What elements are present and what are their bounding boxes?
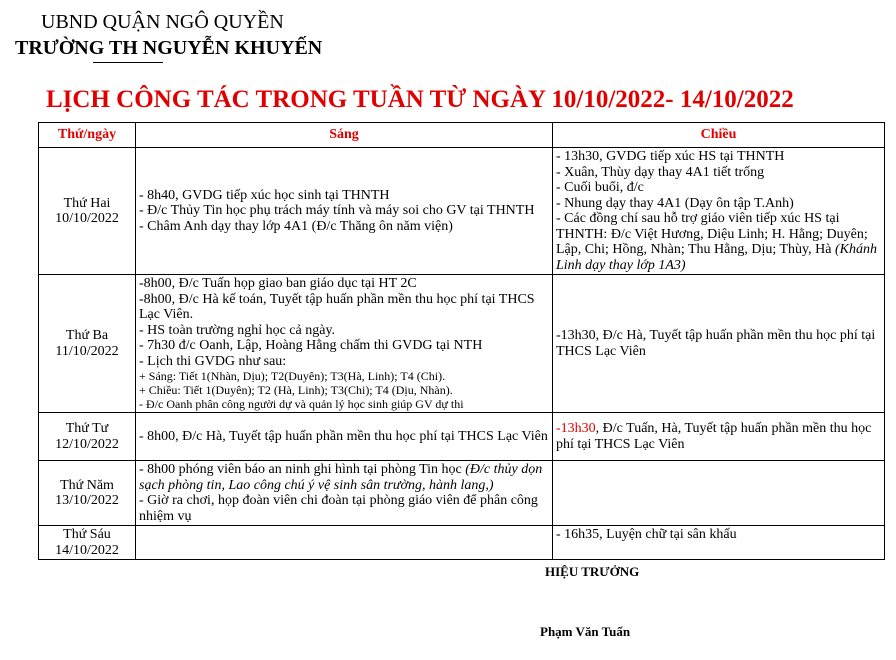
table-row <box>39 148 885 275</box>
table-row <box>39 413 885 461</box>
district-name: UBND QUẬN NGÔ QUYỀN <box>41 11 284 33</box>
schedule-item: - 8h00, Đ/c Hà, Tuyết tập huấn phần mền thu học phí tại THCS Lạc Viên <box>139 428 548 444</box>
schedule-item: -8h00, Đ/c Hà kế toán, Tuyết tập huấn phần mền thu học phí tại THCS Lạc Viên. <box>139 291 535 322</box>
schedule-item: - Giờ ra chơi, họp đoàn viên chi đoàn tại phòng giáo viên để phân công nhiệm vụ <box>139 493 538 524</box>
table-row <box>39 461 885 526</box>
schedule-item: - Cuối buổi, đ/c <box>556 180 644 195</box>
header-divider <box>93 62 163 63</box>
afternoon-cell <box>553 413 885 461</box>
schedule-item <box>556 421 881 452</box>
schedule-item: - 13h30, GVDG tiếp xúc HS tại THNTH <box>556 149 785 164</box>
morning-cell <box>136 148 553 275</box>
day-date: 14/10/2022 <box>55 542 119 558</box>
signature-name: Phạm Văn Tuấn <box>540 624 631 639</box>
afternoon-cell <box>553 526 885 560</box>
schedule-item <box>556 211 881 273</box>
header-morning: Sáng <box>136 123 553 148</box>
day-cell <box>39 461 136 526</box>
schedule-note: (Đ/c thủy dọn sạch phòng tin, Lao công chú ý vệ sinh sân trường, hành lang,) <box>139 462 543 493</box>
schedule-item: - Nhung dạy thay 4A1 (Dạy ôn tập T.Anh) <box>556 195 794 211</box>
morning-cell <box>136 461 553 526</box>
day-date: 10/10/2022 <box>55 211 119 226</box>
schedule-item: -8h00, Đ/c Tuấn họp giao ban giáo dục tại HT 2C <box>139 276 417 291</box>
table-row <box>39 526 885 560</box>
day-name: Thứ Năm <box>60 477 114 493</box>
day-name: Thứ Hai <box>63 195 111 211</box>
schedule-item: -13h30, Đ/c Hà, Tuyết tập huấn phần mền thu học phí tại THCS Lạc Viên <box>556 328 876 359</box>
day-date: 12/10/2022 <box>55 436 119 452</box>
afternoon-cell <box>553 148 885 275</box>
schedule-item-text: - 8h00 phóng viên báo an ninh ghi hình tại phòng Tin học <box>139 462 466 477</box>
schedule-item-text: - Các đồng chí sau hỗ trợ giáo viên tiếp xúc HS tại THNTH: Đ/c Việt Hương, Diệu Linh; H. Hằng; Duyên; Lập, Chi; Hồng, Nhàn; Thu Hằng, Dịu; Thùy, Hà <box>556 211 868 257</box>
table-header-row <box>39 123 885 148</box>
day-name: Thứ Sáu <box>63 527 111 542</box>
day-name: Thứ Ba <box>65 328 109 343</box>
schedule-item: - 16h35, Luyện chữ tại sân khấu <box>556 527 737 542</box>
schedule-item: - Đ/c Oanh phân công người dự và quản lý học sinh giúp GV dự thi <box>139 397 464 411</box>
schedule-item: - 7h30 đ/c Oanh, Lập, Hoàng Hằng chấm thi GVDG tại NTH <box>139 338 483 353</box>
schedule-item: - HS toàn trường nghỉ học cả ngày. <box>139 322 336 338</box>
day-date: 11/10/2022 <box>55 343 119 359</box>
header-day: Thứ/ngày <box>39 123 136 148</box>
morning-cell <box>136 526 553 560</box>
day-date: 13/10/2022 <box>55 493 119 508</box>
schedule-item: + Chiều: Tiết 1(Duyên); T2 (Hà, Linh); T3(Chi); T4 (Dịu, Nhàn). <box>139 383 453 397</box>
schedule-item: - 8h40, GVDG tiếp xúc học sinh tại THNTH <box>139 187 390 203</box>
schedule-item: - Đ/c Thủy Tin học phụ trách máy tính và máy soi cho GV tại THNTH <box>139 203 535 219</box>
schedule-item <box>139 462 549 493</box>
header-afternoon: Chiều <box>553 123 885 148</box>
morning-cell <box>136 275 553 413</box>
afternoon-cell <box>553 461 885 526</box>
schedule-item: - Châm Anh dạy thay lớp 4A1 (Đ/c Thăng ôn năm viện) <box>139 218 453 234</box>
day-cell <box>39 413 136 461</box>
schedule-item-text: , Đ/c Tuấn, Hà, Tuyết tập huấn phần mền thu học phí tại THCS Lạc Viên <box>556 421 872 452</box>
schedule-note: (Khánh Linh dạy thay lớp 1A3) <box>556 242 877 273</box>
schedule-table <box>38 122 885 560</box>
schedule-item: + Sáng: Tiết 1(Nhàn, Dịu); T2(Duyên); T3(Hà, Linh); T4 (Chi). <box>139 369 446 383</box>
schedule-item: - Lịch thi GVDG như sau: <box>139 353 287 369</box>
afternoon-cell <box>553 275 885 413</box>
school-name: TRƯỜNG TH NGUYỄN KHUYẾN <box>15 37 323 59</box>
day-name: Thứ Tư <box>65 421 109 436</box>
day-cell <box>39 148 136 275</box>
table-row <box>39 275 885 413</box>
day-cell <box>39 275 136 413</box>
signature-role: HIỆU TRƯỞNG <box>545 564 640 579</box>
morning-cell <box>136 413 553 461</box>
day-cell <box>39 526 136 560</box>
schedule-item: - Xuân, Thùy dạy thay 4A1 tiết trống <box>556 164 765 180</box>
schedule-time-highlight: -13h30 <box>556 421 596 436</box>
page-title: LỊCH CÔNG TÁC TRONG TUẦN TỪ NGÀY 10/10/2022- 14/10/2022 <box>46 86 794 113</box>
